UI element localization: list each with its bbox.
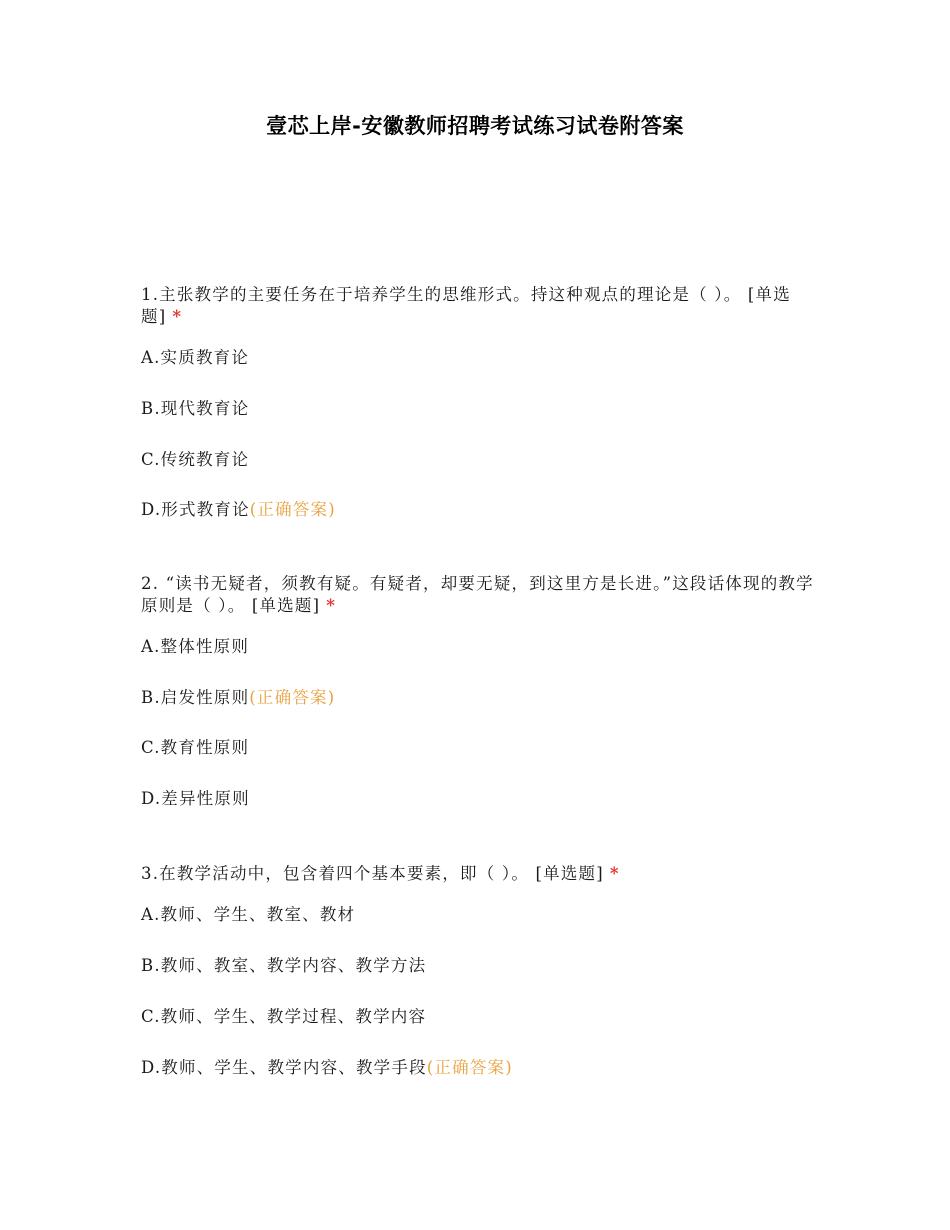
question-stem (141, 573, 821, 617)
option-c (141, 449, 249, 471)
option-text: B.现代教育论 (141, 399, 250, 418)
option-a (141, 636, 249, 658)
document-title: 壹芯上岸-安徽教师招聘考试练习试卷附答案 (266, 114, 684, 138)
option-d (141, 1057, 513, 1079)
option-b (141, 687, 335, 709)
required-marker: * (172, 307, 183, 326)
option-d (141, 499, 336, 521)
option-text: D.教师、学生、教学内容、教学手段 (141, 1058, 427, 1077)
question-text: 3.在教学活动中，包含着四个基本要素，即（ ）。 [单选题] (141, 864, 604, 883)
option-text: B.教师、教室、教学内容、教学方法 (141, 956, 427, 975)
required-marker: * (609, 864, 620, 883)
question-3 (141, 863, 821, 1077)
question-text: 1.主张教学的主要任务在于培养学生的思维形式。持这种观点的理论是（ ）。 [单选题] (141, 285, 791, 326)
question-text: 2. “读书无疑者，须教有疑。有疑者，却要无疑，到这里方是长进。”这段话体现的教学原则是（ ）。 [单选题] (141, 574, 814, 615)
option-text: C.教育性原则 (141, 738, 250, 757)
correct-answer-label: (正确答案) (249, 500, 336, 519)
option-c (141, 737, 249, 759)
correct-answer-label: (正确答案) (249, 688, 336, 707)
correct-answer-label: (正确答案) (426, 1058, 513, 1077)
option-text: B.启发性原则 (141, 688, 250, 707)
option-text: C.传统教育论 (141, 450, 250, 469)
question-stem (141, 284, 821, 328)
option-a (141, 904, 355, 926)
option-text: C.教师、学生、教学过程、教学内容 (141, 1007, 427, 1026)
question-1 (141, 284, 821, 519)
option-b (141, 398, 249, 420)
option-text: A.整体性原则 (141, 637, 250, 656)
option-d (141, 788, 250, 810)
option-text: A.教师、学生、教室、教材 (141, 905, 356, 924)
option-a (141, 347, 249, 369)
required-marker: * (326, 596, 337, 615)
option-b (141, 955, 426, 977)
question-stem (141, 863, 821, 885)
option-text: D.形式教育论 (141, 500, 250, 519)
question-2 (141, 573, 821, 808)
option-text: A.实质教育论 (141, 348, 250, 367)
option-text: D.差异性原则 (141, 789, 250, 808)
option-c (141, 1006, 426, 1028)
